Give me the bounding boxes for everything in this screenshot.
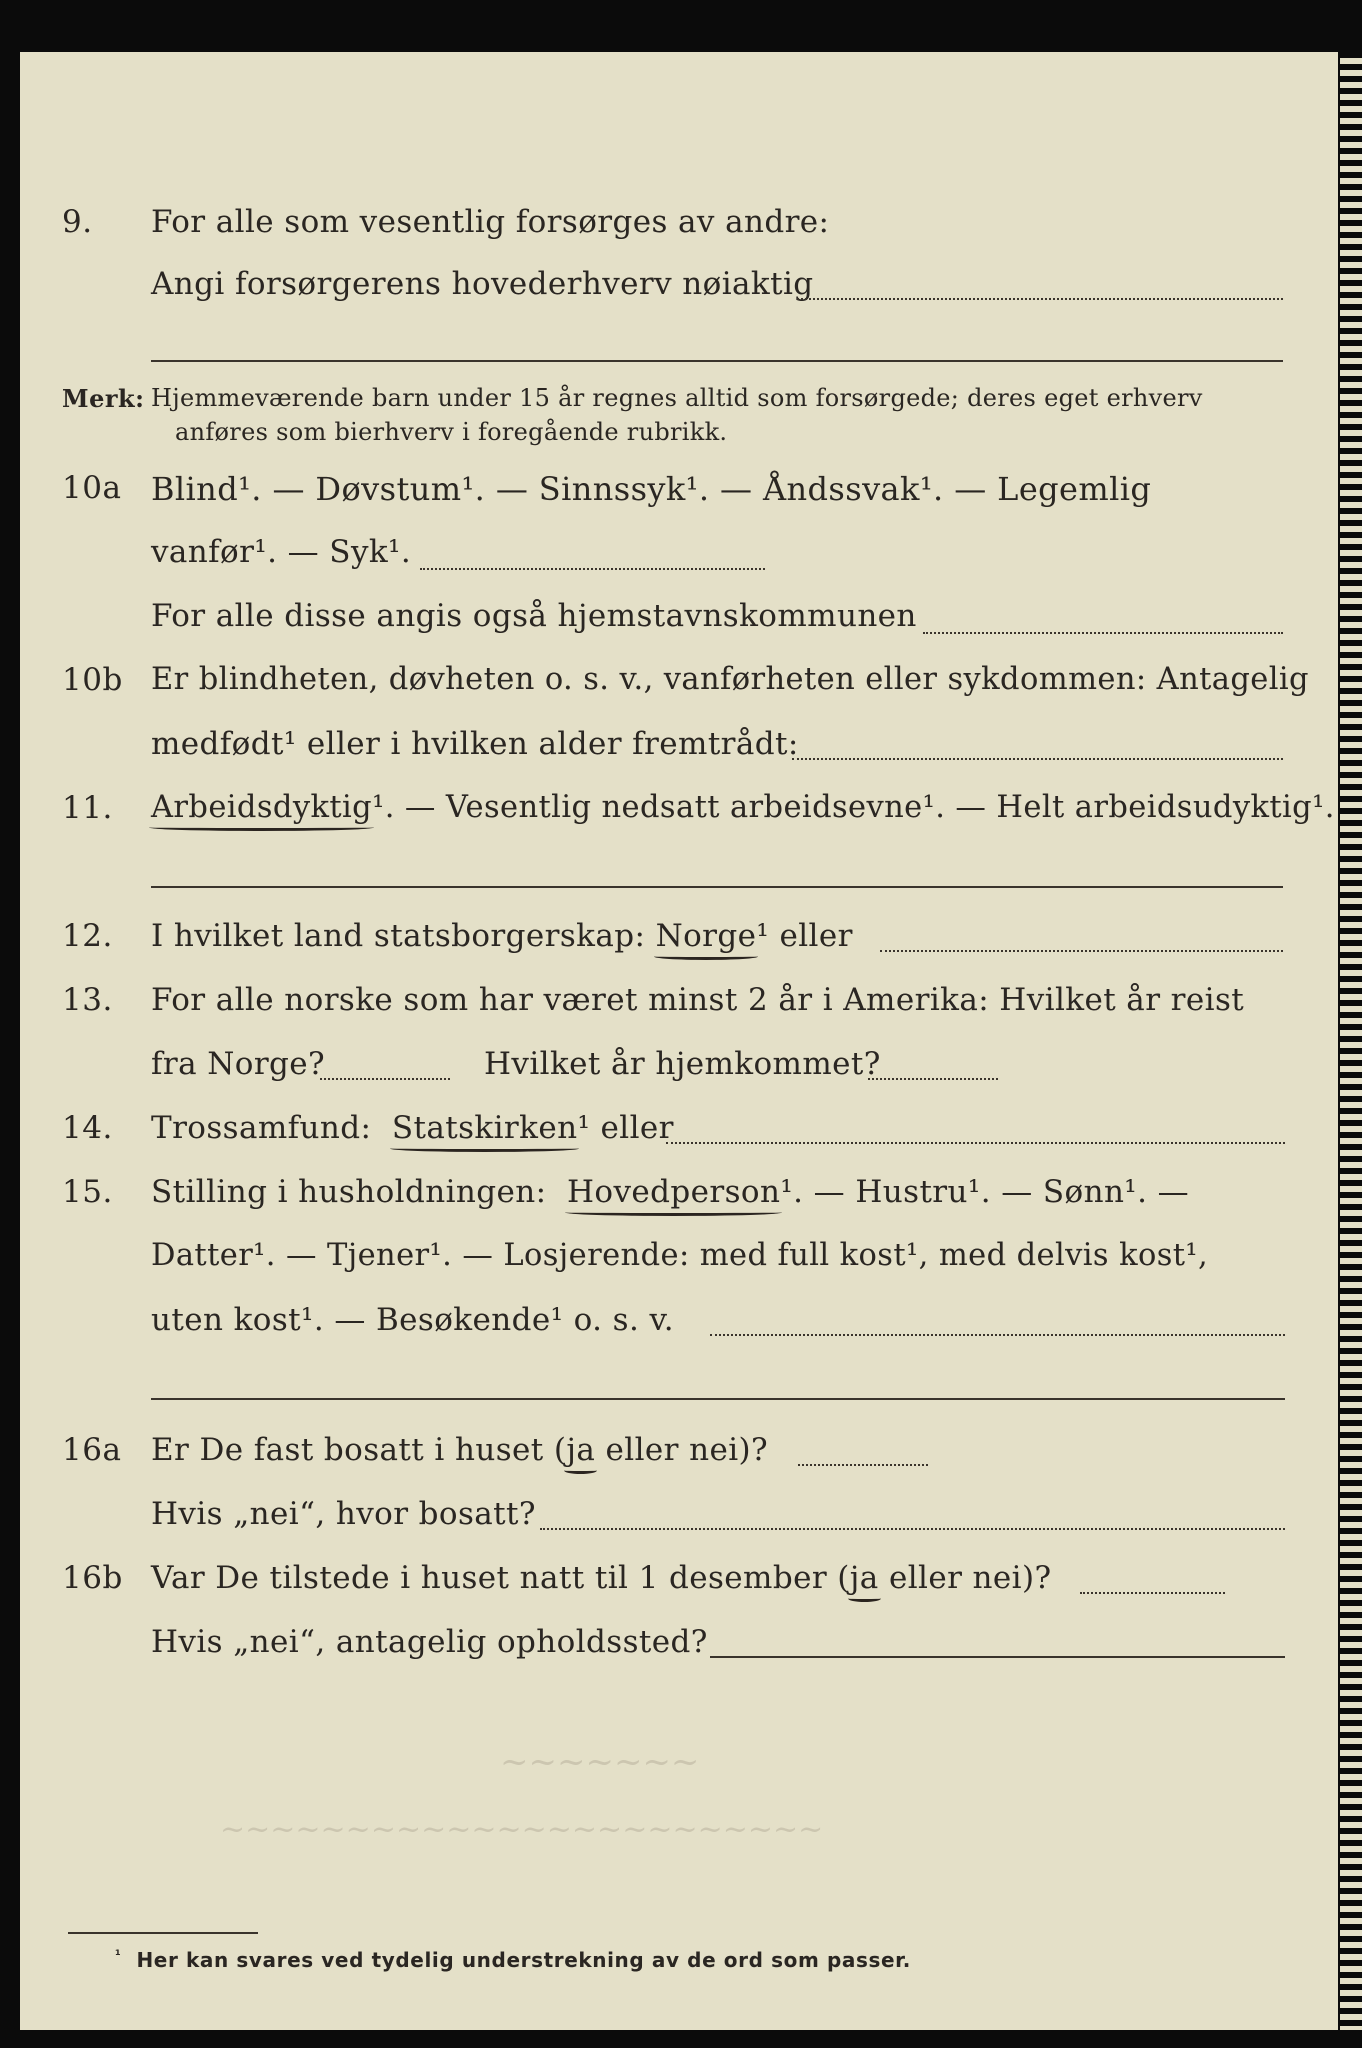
q16b-number: 16b <box>62 1560 123 1596</box>
q10a-line2: vanfør¹. — Syk¹. <box>151 534 412 570</box>
q11-underlined-option[interactable]: Arbeidsdyktig <box>151 790 373 825</box>
q11-number: 11. <box>62 790 113 826</box>
footnote-mark: ¹ <box>115 1948 122 1964</box>
q13-line2a: fra Norge? <box>151 1046 326 1082</box>
q16a-answer-field[interactable] <box>798 1464 928 1466</box>
q13-return-year-field[interactable] <box>868 1078 998 1080</box>
q12-post: ¹ eller <box>756 918 853 954</box>
census-form-page <box>20 52 1338 2030</box>
q12-pre: I hvilket land statsborgerskap: <box>151 918 646 954</box>
q16b-answer-field[interactable] <box>1080 1592 1225 1594</box>
bleed-through-handwriting-2: ~~~~~~~~~~~~~~~~~~~~~~~~ <box>220 1812 824 1847</box>
q13-line1: For alle norske som har været minst 2 år i Amerika: Hvilket år reist <box>151 982 1245 1018</box>
q10a-number: 10a <box>62 470 122 506</box>
q14-number: 14. <box>62 1110 113 1146</box>
q16a-number: 16a <box>62 1432 122 1468</box>
q14-pre: Trossamfund: <box>151 1110 372 1146</box>
q12-number: 12. <box>62 918 113 954</box>
q12-underlined-option[interactable]: Norge <box>655 918 757 954</box>
q12-other-country-field[interactable] <box>880 950 1283 952</box>
q16b-line1 <box>151 1560 1052 1596</box>
q10a-sick-field[interactable] <box>420 568 765 570</box>
q11-answer-line[interactable] <box>151 886 1283 888</box>
q15-pre: Stilling i husholdningen: <box>151 1174 547 1210</box>
q16a-line2: Hvis „nei“, hvor bosatt? <box>151 1496 536 1532</box>
q13-departure-year-field[interactable] <box>320 1078 450 1080</box>
merk-line1: Hjemmeværende barn under 15 år regnes alltid som forsørgede; deres eget erhverv <box>151 384 1203 412</box>
q14-post: ¹ eller <box>577 1110 674 1146</box>
q10a-line3: For alle disse angis også hjemstavnskommunen <box>151 598 917 634</box>
q10b-line1: Er blindheten, døvheten o. s. v., vanførheten eller sykdommen: Antagelig <box>151 662 1309 697</box>
q10b-onset-field[interactable] <box>792 758 1283 760</box>
q16a-line1 <box>151 1432 768 1468</box>
q11-rest: ¹. — Vesentlig nedsatt arbeidsevne¹. — Helt arbeidsudyktig¹. <box>372 790 1335 825</box>
bleed-through-handwriting-1: ~~~~~~~ <box>500 1742 700 1782</box>
q9-line2: Angi forsørgerens hovederhverv nøiaktig <box>151 266 814 302</box>
merk-label: Merk: <box>62 384 145 413</box>
q15-other-field[interactable] <box>710 1334 1285 1336</box>
scan-border-top <box>0 0 1362 52</box>
q10b-line2: medfødt¹ eller i hvilken alder fremtrådt: <box>151 726 799 762</box>
q15-post: ¹. — Hustru¹. — Sønn¹. — <box>780 1174 1190 1210</box>
footnote-text: Her kan svares ved tydelig understrekning av de ord som passer. <box>136 1948 911 1972</box>
footnote-rule <box>68 1932 258 1934</box>
q14-underlined-option[interactable]: Statskirken <box>391 1110 578 1146</box>
scan-perforated-edge <box>1340 52 1362 2030</box>
q16b-underlined-option[interactable]: ja <box>849 1560 879 1596</box>
q10b-number: 10b <box>62 662 123 698</box>
q12-text <box>151 918 853 954</box>
q15-number: 15. <box>62 1174 113 1210</box>
q16b-pre: Var De tilstede i huset natt til 1 desember ( <box>151 1560 850 1596</box>
q16b-line2: Hvis „nei“, antagelig opholdssted? <box>151 1624 708 1660</box>
q9-line1: For alle som vesentlig forsørges av andre: <box>151 204 830 240</box>
q15-line2: Datter¹. — Tjener¹. — Losjerende: med full kost¹, med delvis kost¹, <box>151 1238 1209 1273</box>
footnote <box>115 1948 911 1972</box>
q11-text <box>151 790 1335 825</box>
q16b-post: eller nei)? <box>878 1560 1052 1596</box>
q15-line1 <box>151 1174 1189 1210</box>
q9-number: 9. <box>62 204 93 240</box>
q10a-home-municipality-field[interactable] <box>923 632 1283 634</box>
q14-other-faith-field[interactable] <box>666 1142 1285 1144</box>
merk-line2: anføres som bierhverv i foregående rubrikk. <box>175 418 728 446</box>
q15-answer-line[interactable] <box>151 1398 1285 1400</box>
q16b-whereabouts-field[interactable] <box>710 1656 1285 1658</box>
q9-answer-field[interactable] <box>797 298 1283 300</box>
q14-text <box>151 1110 674 1146</box>
q13-number: 13. <box>62 982 113 1018</box>
q16a-residence-field[interactable] <box>540 1528 1285 1530</box>
q15-line3: uten kost¹. — Besøkende¹ o. s. v. <box>151 1302 674 1338</box>
q16a-post: eller nei)? <box>595 1432 769 1468</box>
q10a-line1: Blind¹. — Døvstum¹. — Sinnssyk¹. — Åndssvak¹. — Legemlig <box>151 470 1152 508</box>
q9-answer-line-2[interactable] <box>151 360 1283 362</box>
q16a-underlined-option[interactable]: ja <box>566 1432 596 1468</box>
q15-underlined-option[interactable]: Hovedperson <box>566 1174 781 1210</box>
q16a-pre: Er De fast bosatt i huset ( <box>151 1432 567 1468</box>
q13-line2b: Hvilket år hjemkommet? <box>484 1046 881 1082</box>
